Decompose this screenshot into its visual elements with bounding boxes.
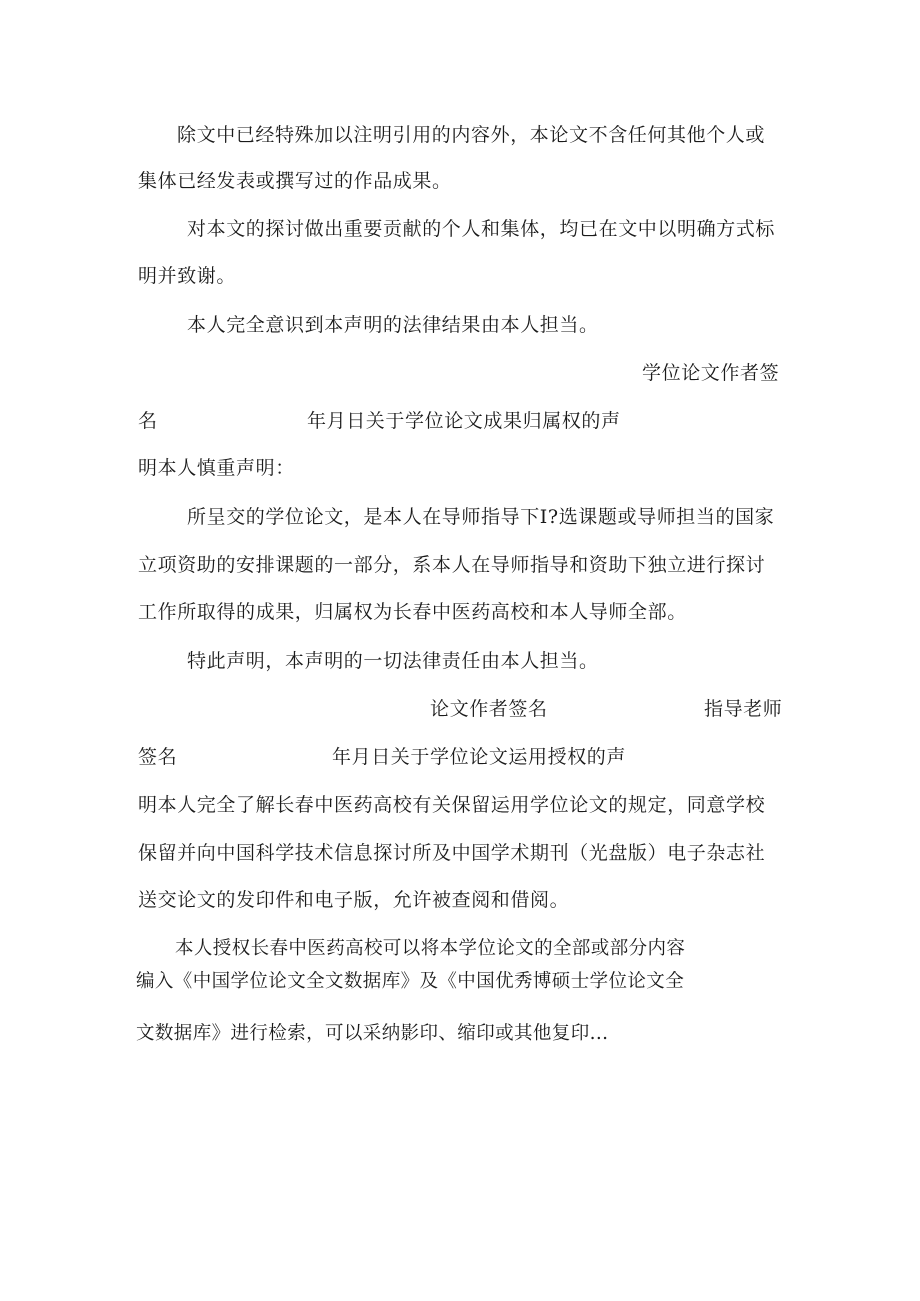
section-heading-authorization: 年月日关于学位论文运用授权的声	[332, 746, 627, 768]
text-line: 所呈交的学位论文，是本人在导师指导下I?选课题或导师担当的国家	[187, 506, 775, 528]
text-line: 特此声明，本声明的一切法律责任由本人担当。	[187, 650, 599, 672]
text-line: 除文中已经特殊加以注明引用的内容外，本论文不含任何其他个人或	[177, 124, 766, 146]
section-heading-ownership: 年月日关于学位论文成果归属权的声	[307, 410, 621, 432]
author-signature-label: 学位论文作者签	[642, 362, 780, 384]
text-line: 送交论文的发印件和电子版，允许被查阅和借阅。	[138, 889, 570, 911]
text-line: 本人完全意识到本声明的法律结果由本人担当。	[187, 314, 599, 336]
advisor-signature-label: 指导老师	[704, 698, 783, 720]
text-line: 明本人慎重声明：	[138, 457, 295, 479]
text-line: 编入《中国学位论文全文数据库》及《中国优秀博硕士学位论文全	[136, 971, 685, 992]
text-line: 签名	[138, 746, 178, 768]
text-line: 对本文的探讨做出重要贡献的个人和集体，均已在文中以明确方式标	[187, 218, 776, 240]
text-line: 集体已经发表或撰写过的作品成果。	[138, 170, 452, 192]
text-line: 名	[138, 410, 158, 432]
author-signature-label: 论文作者签名	[430, 698, 548, 720]
text-line: 工作所取得的成果，归属权为长春中医药高校和本人导师全部。	[138, 601, 687, 623]
text-line: 明本人完全了解长春中医药高校有关保留运用学位论文的规定，同意学校	[138, 794, 766, 816]
text-line: 立项资助的安排课题的一部分，系本人在导师指导和资助下独立进行探讨	[138, 554, 766, 576]
text-line: 保留并向中国科学技术信息探讨所及中国学术期刊（光盘版）电子杂志社	[138, 842, 766, 864]
text-line: 本人授权长春中医药高校可以将本学位论文的全部或部分内容	[175, 938, 686, 959]
text-line: 明并致谢。	[138, 265, 237, 287]
text-line: 文数据库》进行检索，可以采纳影印、缩印或其他复印...	[136, 1023, 609, 1044]
